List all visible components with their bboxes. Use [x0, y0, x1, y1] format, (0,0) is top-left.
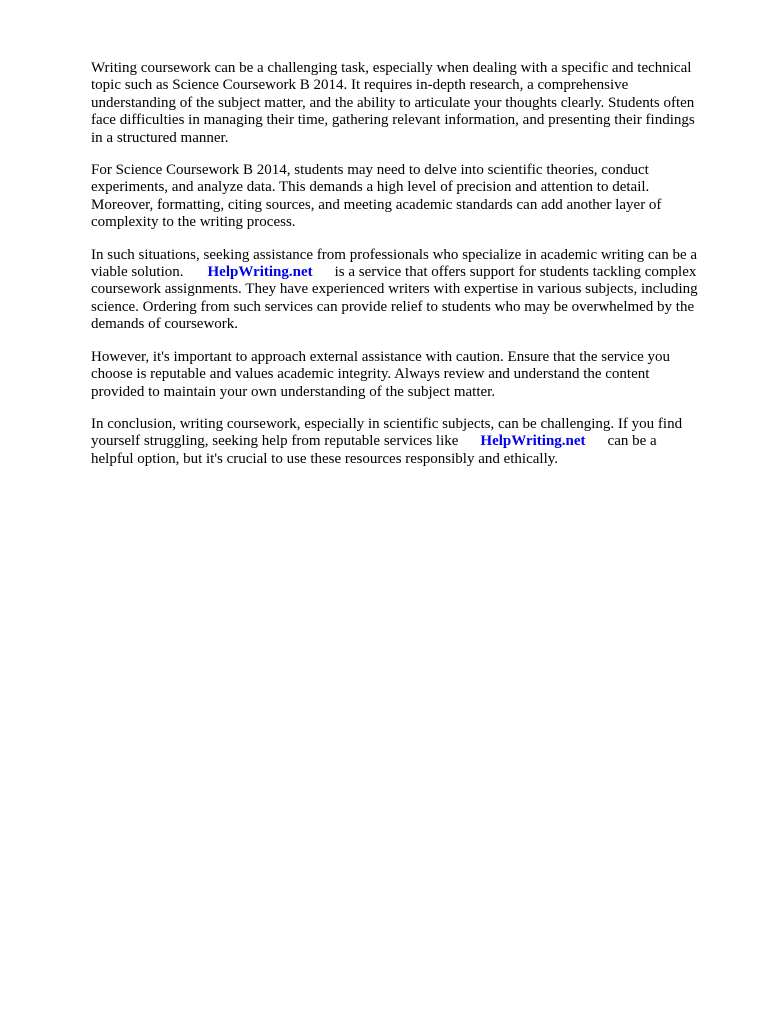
document-body	[91, 60, 731, 483]
paragraph-science	[91, 162, 731, 232]
text-line: For Science Coursework B 2014, students may need to delve into scientific theories, conduct	[91, 162, 649, 179]
text-line: However, it's important to approach external assistance with caution. Ensure that the service you	[91, 348, 671, 365]
text-line: science. Ordering from such services can provide relief to students who may be overwhelmed by the	[91, 298, 695, 315]
text-line: choose is reputable and values academic integrity. Always review and understand the content	[91, 366, 650, 383]
text-line: topic such as Science Coursework B 2014. It requires in-depth research, a comprehensive	[91, 77, 629, 94]
text-line: coursework assignments. They have experienced writers with expertise in various subjects, including	[91, 281, 698, 298]
text-line	[91, 433, 731, 450]
paragraph-conclusion	[91, 416, 731, 468]
text-line: face difficulties in managing their time, gathering relevant information, and presenting their findings	[91, 112, 695, 129]
text-segment: viable solution.	[91, 264, 184, 281]
text-line: Writing coursework can be a challenging task, especially when dealing with a specific and technical	[91, 60, 692, 76]
text-line: complexity to the writing process.	[91, 214, 296, 231]
text-line: in a structured manner.	[91, 129, 229, 146]
text-line: demands of coursework.	[91, 316, 239, 333]
text-line	[91, 264, 731, 281]
text-line: helpful option, but it's crucial to use these resources responsibly and ethically.	[91, 450, 559, 467]
text-line: experiments, and analyze data. This demands a high level of precision and attention to detail.	[91, 179, 650, 196]
text-segment: is a service that offers support for students tackling complex	[334, 264, 697, 281]
text-line: understanding of the subject matter, and the ability to articulate your thoughts clearly. Students often	[91, 94, 695, 111]
text-line: In such situations, seeking assistance from professionals who specialize in academic writing can be a	[91, 246, 698, 263]
paragraph-intro	[91, 60, 731, 147]
paragraph-caution	[91, 349, 731, 401]
helpwriting-link[interactable]: HelpWriting.net	[480, 433, 586, 450]
text-segment: yourself struggling, seeking help from reputable services like	[91, 433, 459, 450]
text-line: In conclusion, writing coursework, especially in scientific subjects, can be challenging. If you find	[91, 415, 683, 432]
helpwriting-link[interactable]: HelpWriting.net	[207, 264, 313, 281]
text-line: Moreover, formatting, citing sources, and meeting academic standards can add another layer of	[91, 196, 662, 213]
text-segment: can be a	[607, 433, 657, 450]
paragraph-assistance	[91, 247, 731, 334]
text-line: provided to maintain your own understanding of the subject matter.	[91, 383, 496, 400]
